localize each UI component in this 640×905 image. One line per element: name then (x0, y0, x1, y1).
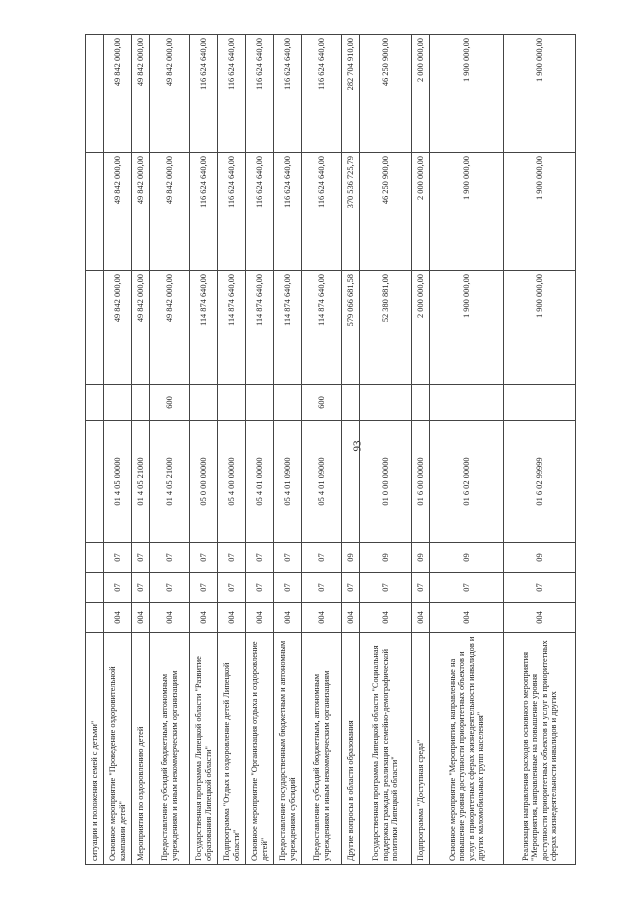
table-row (412, 35, 430, 865)
cell-expense-type (430, 385, 504, 421)
cell-name: Основное мероприятие "Проведение оздоровительной кампании детей" (104, 633, 132, 865)
cell-expense-type (218, 385, 246, 421)
budget-table (85, 34, 576, 865)
cell-section: 07 (360, 573, 412, 603)
cell-target-article: 01 4 05 21000 (150, 421, 190, 543)
table-row (504, 35, 576, 865)
cell-expense-type (86, 385, 104, 421)
cell-subsection: 07 (218, 543, 246, 573)
cell-subsection: 07 (150, 543, 190, 573)
cell-subsection: 09 (412, 543, 430, 573)
cell-amount-year2: 49 842 000,00 (104, 153, 132, 271)
cell-subsection: 07 (246, 543, 274, 573)
cell-amount-year1: 114 874 640,00 (246, 271, 274, 385)
cell-target-article: 05 0 00 00000 (190, 421, 218, 543)
cell-subsection: 07 (132, 543, 150, 573)
cell-section: 07 (504, 573, 576, 603)
table-row (132, 35, 150, 865)
cell-name: Основное мероприятие "Организация отдыха и оздоровление детей" (246, 633, 274, 865)
cell-amount-year3: 116 624 640,00 (246, 35, 274, 153)
cell-expense-type: 600 (150, 385, 190, 421)
cell-expense-type (360, 385, 412, 421)
table-row (104, 35, 132, 865)
cell-amount-year3: 2 000 000,00 (412, 35, 430, 153)
cell-amount-year2: 49 842 000,00 (132, 153, 150, 271)
cell-amount-year1: 114 874 640,00 (274, 271, 302, 385)
cell-target-article: 05 4 01 09000 (302, 421, 342, 543)
cell-amount-year2 (86, 153, 104, 271)
cell-name: Предоставление государственным бюджетным и автономным учреждениям субсидий (274, 633, 302, 865)
cell-amount-year1: 114 874 640,00 (302, 271, 342, 385)
cell-amount-year2: 2 000 000,00 (412, 153, 430, 271)
cell-ministry-code: 004 (302, 603, 342, 633)
cell-section: 07 (132, 573, 150, 603)
cell-target-article: 01 4 05 00000 (104, 421, 132, 543)
cell-subsection: 07 (302, 543, 342, 573)
cell-ministry-code: 004 (504, 603, 576, 633)
cell-expense-type (504, 385, 576, 421)
cell-amount-year1: 1 900 000,00 (504, 271, 576, 385)
rotated-table-wrapper (85, 35, 558, 865)
cell-section: 07 (302, 573, 342, 603)
cell-name: Предоставление субсидий бюджетным, автономным учреждениям и иным некоммерческим организациям (302, 633, 342, 865)
cell-amount-year3: 116 624 640,00 (302, 35, 342, 153)
cell-section: 07 (246, 573, 274, 603)
cell-amount-year1: 52 380 881,00 (360, 271, 412, 385)
cell-amount-year2: 1 900 000,00 (504, 153, 576, 271)
cell-amount-year1: 49 842 000,00 (132, 271, 150, 385)
table-row (86, 35, 104, 865)
cell-target-article: 01 4 05 21000 (132, 421, 150, 543)
cell-name: Предоставление субсидий бюджетным, автономным учреждениям и иным некоммерческим организациям (150, 633, 190, 865)
cell-target-article: 05 4 00 00000 (218, 421, 246, 543)
cell-subsection: 07 (190, 543, 218, 573)
cell-expense-type (342, 385, 360, 421)
cell-amount-year3: 49 842 000,00 (150, 35, 190, 153)
cell-name: Подпрограмма "Отдых и оздоровление детей Липецкой области" (218, 633, 246, 865)
cell-amount-year2: 46 250 900,00 (360, 153, 412, 271)
cell-section: 07 (342, 573, 360, 603)
cell-name: Основное мероприятие "Мероприятия, направленные на повышение уровня доступности приоритетных объектов и услуг в приоритетных сферах жизнедеятельности инвалидов и других маломобильных групп населения" (430, 633, 504, 865)
cell-section: 07 (150, 573, 190, 603)
cell-subsection: 07 (274, 543, 302, 573)
cell-section: 07 (430, 573, 504, 603)
cell-name: Государственная программа Липецкой области "Развитие образования Липецкой области" (190, 633, 218, 865)
cell-amount-year3: 49 842 000,00 (104, 35, 132, 153)
cell-ministry-code: 004 (132, 603, 150, 633)
cell-subsection (86, 543, 104, 573)
cell-target-article: 01 6 02 99999 (504, 421, 576, 543)
cell-ministry-code: 004 (342, 603, 360, 633)
table-row (150, 35, 190, 865)
cell-amount-year2: 49 842 000,00 (150, 153, 190, 271)
cell-subsection: 09 (342, 543, 360, 573)
cell-subsection: 09 (360, 543, 412, 573)
cell-amount-year2: 116 624 640,00 (190, 153, 218, 271)
page-number: 93 (351, 440, 364, 452)
cell-target-article: 01 0 00 00000 (360, 421, 412, 543)
cell-amount-year1: 49 842 000,00 (150, 271, 190, 385)
cell-target-article (342, 421, 360, 543)
cell-amount-year1: 2 000 000,00 (412, 271, 430, 385)
cell-ministry-code: 004 (274, 603, 302, 633)
cell-amount-year3: 49 842 000,00 (132, 35, 150, 153)
cell-name: Другие вопросы в области образования (342, 633, 360, 865)
cell-section: 07 (412, 573, 430, 603)
cell-expense-type (190, 385, 218, 421)
table-row (246, 35, 274, 865)
table-row (342, 35, 360, 865)
cell-expense-type (246, 385, 274, 421)
cell-amount-year3: 46 250 900,00 (360, 35, 412, 153)
cell-subsection: 07 (104, 543, 132, 573)
cell-ministry-code: 004 (430, 603, 504, 633)
cell-target-article: 01 6 00 00000 (412, 421, 430, 543)
cell-ministry-code: 004 (246, 603, 274, 633)
cell-expense-type: 600 (302, 385, 342, 421)
budget-table-sheet (85, 35, 558, 865)
cell-section: 07 (190, 573, 218, 603)
cell-amount-year1: 114 874 640,00 (218, 271, 246, 385)
cell-ministry-code (86, 603, 104, 633)
table-body (86, 35, 576, 865)
cell-name: Мероприятия по оздоровлению детей (132, 633, 150, 865)
cell-name: ситуации и положения семей с детьми" (86, 633, 104, 865)
cell-ministry-code: 004 (360, 603, 412, 633)
cell-name: Реализация направления расходов основного мероприятия "Мероприятия, направленные на повышение уровня доступности приоритетных объектов и услуг в приоритетных сферах жизнедеятельности инвалидов и других (504, 633, 576, 865)
cell-amount-year2: 116 624 640,00 (274, 153, 302, 271)
cell-section: 07 (104, 573, 132, 603)
cell-amount-year2: 370 536 725,79 (342, 153, 360, 271)
cell-amount-year1: 114 874 640,00 (190, 271, 218, 385)
cell-amount-year2: 116 624 640,00 (302, 153, 342, 271)
cell-amount-year2: 1 900 000,00 (430, 153, 504, 271)
cell-amount-year3: 282 704 910,00 (342, 35, 360, 153)
cell-amount-year2: 116 624 640,00 (246, 153, 274, 271)
cell-ministry-code: 004 (104, 603, 132, 633)
cell-ministry-code: 004 (150, 603, 190, 633)
table-row (190, 35, 218, 865)
cell-subsection: 09 (430, 543, 504, 573)
cell-section: 07 (218, 573, 246, 603)
cell-amount-year3: 1 900 000,00 (504, 35, 576, 153)
cell-expense-type (132, 385, 150, 421)
cell-expense-type (104, 385, 132, 421)
cell-amount-year1: 49 842 000,00 (104, 271, 132, 385)
cell-section (86, 573, 104, 603)
cell-amount-year1 (86, 271, 104, 385)
cell-ministry-code: 004 (412, 603, 430, 633)
cell-name: Государственная программа Липецкой области "Социальная поддержка граждан, реализация семейно-демографической политики Липецкой области" (360, 633, 412, 865)
cell-amount-year2: 116 624 640,00 (218, 153, 246, 271)
cell-ministry-code: 004 (218, 603, 246, 633)
cell-section: 07 (274, 573, 302, 603)
cell-amount-year1: 579 066 681,58 (342, 271, 360, 385)
cell-target-article: 05 4 01 00000 (246, 421, 274, 543)
cell-ministry-code: 004 (190, 603, 218, 633)
cell-target-article (86, 421, 104, 543)
cell-target-article: 05 4 01 09000 (274, 421, 302, 543)
table-row (430, 35, 504, 865)
cell-amount-year3: 116 624 640,00 (218, 35, 246, 153)
cell-amount-year3: 1 900 000,00 (430, 35, 504, 153)
table-row (302, 35, 342, 865)
cell-expense-type (412, 385, 430, 421)
cell-amount-year3: 116 624 640,00 (190, 35, 218, 153)
table-row (218, 35, 246, 865)
cell-subsection: 09 (504, 543, 576, 573)
cell-amount-year3 (86, 35, 104, 153)
cell-name: Подпрограмма "Доступная среда" (412, 633, 430, 865)
table-row (360, 35, 412, 865)
cell-amount-year1: 1 900 000,00 (430, 271, 504, 385)
table-row (274, 35, 302, 865)
cell-target-article: 01 6 02 00000 (430, 421, 504, 543)
cell-amount-year3: 116 624 640,00 (274, 35, 302, 153)
cell-expense-type (274, 385, 302, 421)
